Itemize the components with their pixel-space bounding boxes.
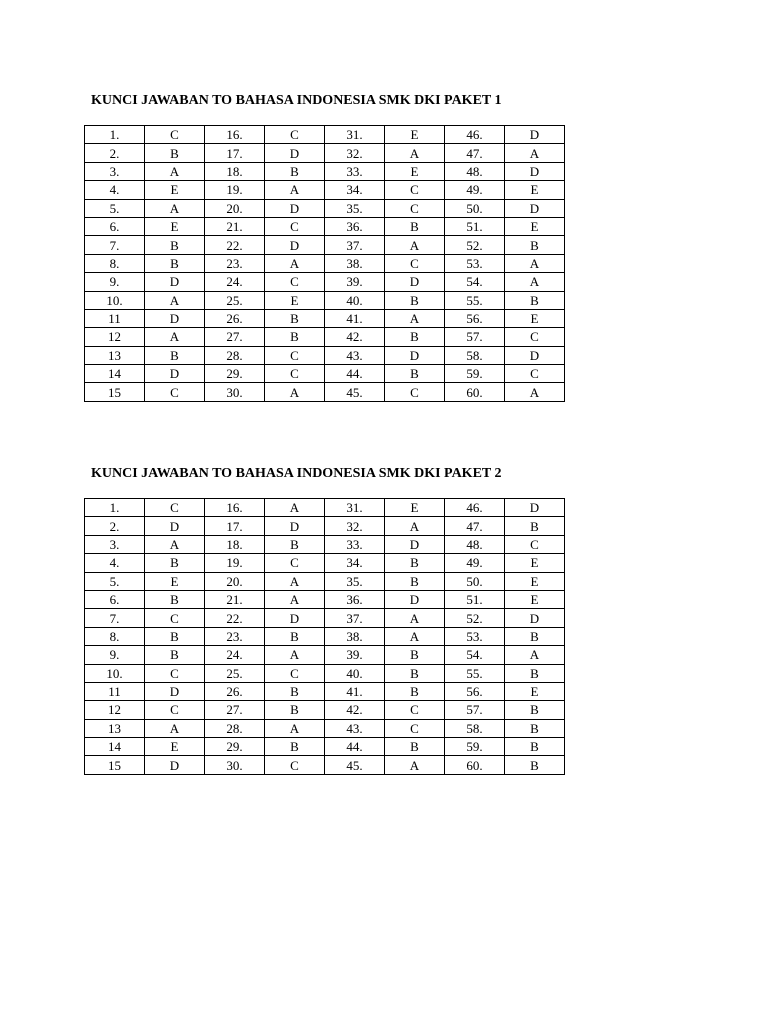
question-number-cell: 57. [445,328,505,346]
question-number-cell: 33. [325,535,385,553]
question-number-cell: 2. [85,144,145,162]
answer-letter-cell: C [145,609,205,627]
table-row [85,535,565,553]
answer-letter-cell: D [385,346,445,364]
question-number-cell: 25. [205,664,265,682]
answer-letter-cell: D [505,499,565,517]
table-row [85,719,565,737]
question-number-cell: 32. [325,144,385,162]
question-number-cell: 23. [205,254,265,272]
question-number-cell: 53. [445,627,505,645]
answer-letter-cell: B [505,236,565,254]
answer-letter-cell: A [385,609,445,627]
answer-letter-cell: E [505,309,565,327]
answer-letter-cell: B [145,646,205,664]
answer-letter-cell: C [145,664,205,682]
question-number-cell: 26. [205,309,265,327]
answer-letter-cell: B [385,664,445,682]
question-number-cell: 19. [205,181,265,199]
answer-letter-cell: C [265,554,325,572]
answer-letter-cell: B [265,309,325,327]
answer-letter-cell: D [505,199,565,217]
answer-letter-cell: C [265,346,325,364]
question-number-cell: 15 [85,756,145,774]
question-number-cell: 48. [445,162,505,180]
answer-letter-cell: E [145,217,205,235]
answer-letter-cell: D [145,682,205,700]
answer-letter-cell: A [385,144,445,162]
question-number-cell: 29. [205,738,265,756]
question-number-cell: 25. [205,291,265,309]
question-number-cell: 23. [205,627,265,645]
table-row [85,609,565,627]
question-number-cell: 10. [85,291,145,309]
answer-letter-cell: E [505,572,565,590]
answer-letter-cell: B [265,682,325,700]
table-row [85,273,565,291]
answer-letter-cell: B [145,144,205,162]
question-number-cell: 34. [325,554,385,572]
question-number-cell: 34. [325,181,385,199]
answer-letter-cell: A [265,590,325,608]
answer-letter-cell: D [505,609,565,627]
answer-letter-cell: E [265,291,325,309]
question-number-cell: 24. [205,646,265,664]
answer-letter-cell: D [145,309,205,327]
question-number-cell: 27. [205,701,265,719]
answer-letter-cell: B [385,328,445,346]
question-number-cell: 13 [85,346,145,364]
answer-letter-cell: C [265,273,325,291]
answer-letter-cell: D [265,609,325,627]
answer-letter-cell: B [145,590,205,608]
question-number-cell: 8. [85,627,145,645]
question-number-cell: 47. [445,144,505,162]
question-number-cell: 41. [325,309,385,327]
table-row [85,383,565,401]
question-number-cell: 55. [445,664,505,682]
answer-letter-cell: A [505,646,565,664]
question-number-cell: 39. [325,646,385,664]
question-number-cell: 22. [205,236,265,254]
question-number-cell: 44. [325,365,385,383]
question-number-cell: 6. [85,217,145,235]
answer-letter-cell: E [385,499,445,517]
question-number-cell: 41. [325,682,385,700]
question-number-cell: 56. [445,309,505,327]
answer-letter-cell: A [505,273,565,291]
table-row [85,236,565,254]
table-row [85,701,565,719]
answer-letter-cell: B [145,346,205,364]
question-number-cell: 17. [205,144,265,162]
answer-letter-cell: D [385,590,445,608]
answer-letter-cell: A [145,328,205,346]
section-title-paket-2: KUNCI JAWABAN TO BAHASA INDONESIA SMK DKI PAKET 2 [91,466,502,481]
table-row [85,517,565,535]
answer-letter-cell: A [505,383,565,401]
answer-letter-cell: A [145,291,205,309]
question-number-cell: 28. [205,346,265,364]
question-number-cell: 36. [325,217,385,235]
question-number-cell: 21. [205,590,265,608]
question-number-cell: 11 [85,309,145,327]
answer-letter-cell: C [145,383,205,401]
question-number-cell: 31. [325,499,385,517]
answer-letter-cell: C [265,756,325,774]
table-row [85,162,565,180]
table-row [85,682,565,700]
answer-letter-cell: B [505,756,565,774]
answer-letter-cell: A [145,162,205,180]
answer-letter-cell: A [385,756,445,774]
question-number-cell: 7. [85,609,145,627]
answer-letter-cell: B [505,517,565,535]
question-number-cell: 1. [85,126,145,144]
table-row [85,554,565,572]
question-number-cell: 5. [85,199,145,217]
question-number-cell: 5. [85,572,145,590]
answer-letter-cell: C [385,701,445,719]
answer-letter-cell: B [265,328,325,346]
question-number-cell: 55. [445,291,505,309]
question-number-cell: 52. [445,236,505,254]
answer-letter-cell: C [145,126,205,144]
question-number-cell: 9. [85,646,145,664]
question-number-cell: 10. [85,664,145,682]
answer-letter-cell: B [505,664,565,682]
answer-letter-cell: C [385,383,445,401]
answer-letter-cell: A [145,199,205,217]
question-number-cell: 53. [445,254,505,272]
answer-letter-cell: D [385,273,445,291]
answer-letter-cell: C [385,181,445,199]
table-row [85,590,565,608]
question-number-cell: 60. [445,756,505,774]
table-row [85,499,565,517]
answer-letter-cell: E [505,554,565,572]
table-row [85,365,565,383]
answer-letter-cell: E [505,181,565,199]
question-number-cell: 45. [325,383,385,401]
question-number-cell: 59. [445,365,505,383]
answer-letter-cell: E [505,217,565,235]
question-number-cell: 36. [325,590,385,608]
table-row [85,572,565,590]
question-number-cell: 7. [85,236,145,254]
answer-letter-cell: B [385,572,445,590]
answer-letter-cell: A [385,236,445,254]
question-number-cell: 22. [205,609,265,627]
question-number-cell: 54. [445,273,505,291]
table-row [85,756,565,774]
answer-letter-cell: E [505,590,565,608]
answer-letter-cell: D [145,273,205,291]
answer-letter-cell: A [505,144,565,162]
question-number-cell: 15 [85,383,145,401]
question-number-cell: 21. [205,217,265,235]
answer-letter-cell: B [265,535,325,553]
table-row [85,328,565,346]
answer-letter-cell: B [505,701,565,719]
answer-letter-cell: A [505,254,565,272]
question-number-cell: 14 [85,738,145,756]
answer-key-table-paket-1 [84,125,565,402]
answer-letter-cell: B [385,646,445,664]
table-row [85,144,565,162]
answer-letter-cell: E [145,738,205,756]
table-row [85,346,565,364]
question-number-cell: 58. [445,719,505,737]
question-number-cell: 38. [325,254,385,272]
answer-letter-cell: D [505,346,565,364]
question-number-cell: 33. [325,162,385,180]
answer-letter-cell: A [265,181,325,199]
question-number-cell: 60. [445,383,505,401]
question-number-cell: 13 [85,719,145,737]
answer-letter-cell: B [385,217,445,235]
answer-letter-cell: E [505,682,565,700]
answer-letter-cell: C [265,664,325,682]
question-number-cell: 49. [445,181,505,199]
question-number-cell: 6. [85,590,145,608]
question-number-cell: 12 [85,328,145,346]
question-number-cell: 38. [325,627,385,645]
table-row [85,217,565,235]
answer-letter-cell: D [505,162,565,180]
answer-letter-cell: B [145,254,205,272]
table-row [85,199,565,217]
answer-letter-cell: B [505,738,565,756]
answer-letter-cell: C [385,254,445,272]
answer-letter-cell: A [265,499,325,517]
question-number-cell: 4. [85,181,145,199]
answer-letter-cell: D [145,517,205,535]
table-row [85,126,565,144]
question-number-cell: 31. [325,126,385,144]
answer-letter-cell: B [505,719,565,737]
answer-letter-cell: B [145,554,205,572]
answer-letter-cell: B [145,236,205,254]
answer-letter-cell: A [265,572,325,590]
question-number-cell: 48. [445,535,505,553]
question-number-cell: 45. [325,756,385,774]
answer-letter-cell: A [265,646,325,664]
answer-letter-cell: C [385,199,445,217]
question-number-cell: 56. [445,682,505,700]
question-number-cell: 42. [325,701,385,719]
answer-letter-cell: A [265,254,325,272]
answer-letter-cell: C [145,499,205,517]
question-number-cell: 14 [85,365,145,383]
question-number-cell: 27. [205,328,265,346]
question-number-cell: 43. [325,719,385,737]
question-number-cell: 42. [325,328,385,346]
question-number-cell: 26. [205,682,265,700]
question-number-cell: 46. [445,499,505,517]
question-number-cell: 37. [325,236,385,254]
answer-letter-cell: E [145,181,205,199]
question-number-cell: 28. [205,719,265,737]
answer-letter-cell: B [385,291,445,309]
question-number-cell: 12 [85,701,145,719]
answer-letter-cell: A [145,535,205,553]
answer-letter-cell: B [265,627,325,645]
answer-key-table-paket-2 [84,498,565,775]
question-number-cell: 20. [205,572,265,590]
question-number-cell: 3. [85,162,145,180]
question-number-cell: 49. [445,554,505,572]
answer-letter-cell: B [265,162,325,180]
answer-letter-cell: B [265,738,325,756]
table-row [85,181,565,199]
answer-letter-cell: C [265,126,325,144]
question-number-cell: 24. [205,273,265,291]
question-number-cell: 58. [445,346,505,364]
question-number-cell: 16. [205,499,265,517]
question-number-cell: 11 [85,682,145,700]
answer-letter-cell: C [145,701,205,719]
answer-letter-cell: B [265,701,325,719]
question-number-cell: 57. [445,701,505,719]
question-number-cell: 8. [85,254,145,272]
answer-letter-cell: E [385,126,445,144]
question-number-cell: 1. [85,499,145,517]
answer-letter-cell: B [385,554,445,572]
question-number-cell: 50. [445,199,505,217]
answer-letter-cell: D [385,535,445,553]
answer-letter-cell: B [385,365,445,383]
table-row [85,291,565,309]
question-number-cell: 40. [325,291,385,309]
question-number-cell: 59. [445,738,505,756]
answer-letter-cell: C [505,535,565,553]
answer-letter-cell: B [145,627,205,645]
answer-letter-cell: C [385,719,445,737]
question-number-cell: 35. [325,199,385,217]
question-number-cell: 46. [445,126,505,144]
question-number-cell: 32. [325,517,385,535]
question-number-cell: 35. [325,572,385,590]
answer-letter-cell: B [385,738,445,756]
table-row [85,254,565,272]
answer-letter-cell: B [505,291,565,309]
question-number-cell: 51. [445,590,505,608]
question-number-cell: 4. [85,554,145,572]
answer-letter-cell: A [145,719,205,737]
answer-letter-cell: E [145,572,205,590]
table-row [85,627,565,645]
question-number-cell: 51. [445,217,505,235]
question-number-cell: 30. [205,383,265,401]
question-number-cell: 17. [205,517,265,535]
question-number-cell: 19. [205,554,265,572]
question-number-cell: 47. [445,517,505,535]
answer-letter-cell: A [385,517,445,535]
answer-letter-cell: D [145,365,205,383]
question-number-cell: 54. [445,646,505,664]
question-number-cell: 2. [85,517,145,535]
question-number-cell: 18. [205,535,265,553]
answer-letter-cell: D [265,144,325,162]
question-number-cell: 16. [205,126,265,144]
answer-letter-cell: A [385,627,445,645]
answer-letter-cell: C [265,217,325,235]
section-title-paket-1: KUNCI JAWABAN TO BAHASA INDONESIA SMK DKI PAKET 1 [91,93,502,108]
question-number-cell: 37. [325,609,385,627]
question-number-cell: 40. [325,664,385,682]
answer-letter-cell: D [265,236,325,254]
question-number-cell: 18. [205,162,265,180]
answer-letter-cell: D [145,756,205,774]
table-row [85,664,565,682]
question-number-cell: 43. [325,346,385,364]
answer-letter-cell: C [505,328,565,346]
answer-letter-cell: A [265,719,325,737]
answer-letter-cell: D [265,199,325,217]
answer-letter-cell: A [265,383,325,401]
table-row [85,738,565,756]
table-row [85,646,565,664]
answer-letter-cell: E [385,162,445,180]
answer-letter-cell: A [385,309,445,327]
question-number-cell: 52. [445,609,505,627]
answer-letter-cell: B [505,627,565,645]
answer-letter-cell: B [385,682,445,700]
question-number-cell: 39. [325,273,385,291]
question-number-cell: 50. [445,572,505,590]
answer-letter-cell: C [505,365,565,383]
question-number-cell: 30. [205,756,265,774]
question-number-cell: 3. [85,535,145,553]
answer-letter-cell: D [505,126,565,144]
answer-letter-cell: C [265,365,325,383]
question-number-cell: 29. [205,365,265,383]
question-number-cell: 9. [85,273,145,291]
question-number-cell: 20. [205,199,265,217]
table-row [85,309,565,327]
answer-letter-cell: D [265,517,325,535]
question-number-cell: 44. [325,738,385,756]
